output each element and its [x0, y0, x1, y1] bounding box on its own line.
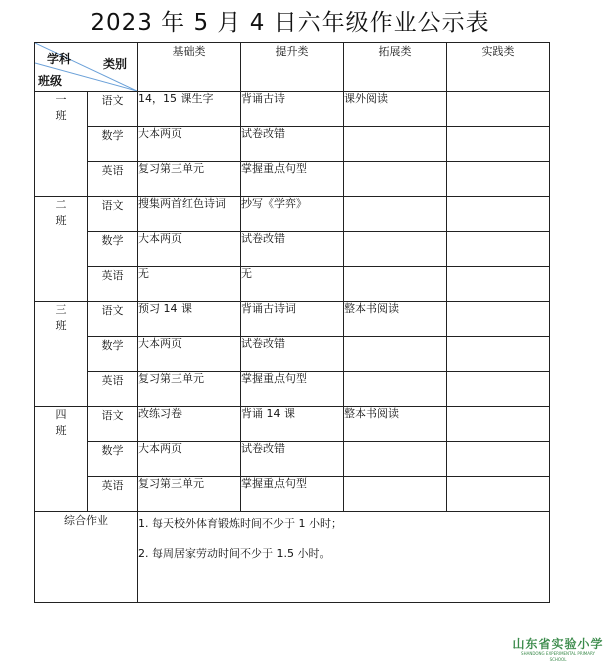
homework-table: [34, 42, 550, 603]
advanced-homework-cell: 试卷改错: [241, 127, 344, 162]
summary-row: [35, 512, 550, 603]
basic-homework-cell: 复习第三单元: [138, 162, 241, 197]
table-row: [35, 407, 550, 442]
advanced-homework-cell: 掌握重点句型: [241, 477, 344, 512]
extended-homework-cell: [344, 267, 447, 302]
practice-homework-cell: [447, 232, 550, 267]
practice-homework-cell: [447, 442, 550, 477]
table-row: [35, 92, 550, 127]
advanced-homework-cell: 掌握重点句型: [241, 162, 344, 197]
basic-homework-cell: 预习 14 课: [138, 302, 241, 337]
summary-item: 1. 每天校外体育锻炼时间不少于 1 小时；: [138, 517, 342, 530]
subject-cell: 语文: [88, 92, 138, 127]
header-class: 班级: [38, 74, 63, 88]
practice-homework-cell: [447, 477, 550, 512]
header-subject: 学科: [47, 52, 72, 66]
extended-homework-cell: [344, 162, 447, 197]
extended-homework-cell: 课外阅读: [344, 92, 447, 127]
basic-homework-cell: 14，15 课生字: [138, 92, 241, 127]
table-row: [35, 442, 550, 477]
table-row: [35, 162, 550, 197]
page-title: 2023 年 5 月 4 日六年级作业公示表: [90, 10, 490, 36]
practice-homework-cell: [447, 92, 550, 127]
basic-homework-cell: 复习第三单元: [138, 477, 241, 512]
table-row: [35, 127, 550, 162]
advanced-homework-cell: 背诵古诗: [241, 92, 344, 127]
summary-item: 2. 每周居家劳动时间不少于 1.5 小时。: [138, 547, 331, 560]
extended-homework-cell: [344, 477, 447, 512]
table-row: [35, 477, 550, 512]
practice-homework-cell: [447, 302, 550, 337]
table-row: [35, 302, 550, 337]
subject-cell: 数学: [88, 442, 138, 477]
basic-homework-cell: 搜集两首红色诗词: [138, 197, 241, 232]
header-row: [35, 43, 550, 92]
basic-homework-cell: 大本两页: [138, 442, 241, 477]
table-row: [35, 372, 550, 407]
extended-homework-cell: [344, 232, 447, 267]
subject-cell: 数学: [88, 232, 138, 267]
advanced-homework-cell: 试卷改错: [241, 232, 344, 267]
subject-cell: 数学: [88, 127, 138, 162]
school-logo-english: SHANDONG EXPERIMENTAL PRIMARY SCHOOL: [521, 651, 595, 662]
practice-homework-cell: [447, 127, 550, 162]
practice-homework-cell: [447, 197, 550, 232]
header-extended: 拓展类: [344, 43, 447, 92]
advanced-homework-cell: 掌握重点句型: [241, 372, 344, 407]
subject-cell: 英语: [88, 372, 138, 407]
advanced-homework-cell: 试卷改错: [241, 442, 344, 477]
practice-homework-cell: [447, 162, 550, 197]
header-advanced: 提升类: [241, 43, 344, 92]
extended-homework-cell: 整本书阅读: [344, 407, 447, 442]
class-name-cell: 四 班: [35, 407, 88, 512]
header-basic: 基础类: [138, 43, 241, 92]
subject-cell: 数学: [88, 337, 138, 372]
diagonal-header-cell: [35, 43, 138, 92]
advanced-homework-cell: 背诵 14 课: [241, 407, 344, 442]
summary-label: 综合作业: [35, 512, 138, 603]
basic-homework-cell: 大本两页: [138, 127, 241, 162]
extended-homework-cell: [344, 372, 447, 407]
extended-homework-cell: [344, 127, 447, 162]
basic-homework-cell: 大本两页: [138, 337, 241, 372]
table-row: [35, 197, 550, 232]
extended-homework-cell: [344, 442, 447, 477]
advanced-homework-cell: 背诵古诗词: [241, 302, 344, 337]
practice-homework-cell: [447, 407, 550, 442]
basic-homework-cell: 改练习卷: [138, 407, 241, 442]
extended-homework-cell: 整本书阅读: [344, 302, 447, 337]
advanced-homework-cell: 试卷改错: [241, 337, 344, 372]
practice-homework-cell: [447, 337, 550, 372]
subject-cell: 英语: [88, 267, 138, 302]
table-row: [35, 232, 550, 267]
advanced-homework-cell: 抄写《学弈》: [241, 197, 344, 232]
class-name-cell: 一 班: [35, 92, 88, 197]
subject-cell: 语文: [88, 407, 138, 442]
subject-cell: 语文: [88, 302, 138, 337]
class-name-cell: 三 班: [35, 302, 88, 407]
header-category: 类别: [102, 57, 127, 71]
header-practice: 实践类: [447, 43, 550, 92]
subject-cell: 英语: [88, 162, 138, 197]
table-row: [35, 337, 550, 372]
school-logo-name: 山东省实验小学: [512, 637, 604, 651]
subject-cell: 语文: [88, 197, 138, 232]
class-name-cell: 二 班: [35, 197, 88, 302]
extended-homework-cell: [344, 197, 447, 232]
basic-homework-cell: 大本两页: [138, 232, 241, 267]
school-logo: [512, 637, 604, 663]
advanced-homework-cell: 无: [241, 267, 344, 302]
subject-cell: 英语: [88, 477, 138, 512]
practice-homework-cell: [447, 267, 550, 302]
practice-homework-cell: [447, 372, 550, 407]
extended-homework-cell: [344, 337, 447, 372]
basic-homework-cell: 无: [138, 267, 241, 302]
basic-homework-cell: 复习第三单元: [138, 372, 241, 407]
table-row: [35, 267, 550, 302]
summary-content: [138, 512, 550, 603]
